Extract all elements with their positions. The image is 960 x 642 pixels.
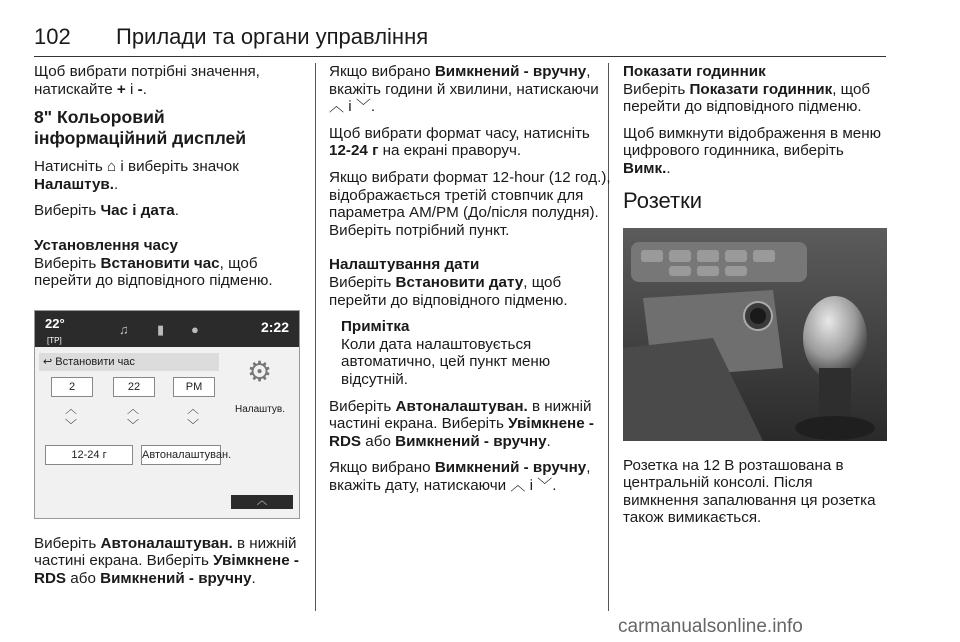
chevron-up-icon[interactable]: ︿ [186,401,199,416]
note-title: Примітка [341,318,410,336]
hour-value: 2 [51,377,93,397]
tp-indicator: [TP] [47,335,62,345]
nav-icon: ● [191,321,199,337]
section-heading: Розетки [623,187,703,213]
column-3 [623,63,889,536]
paragraph: Щоб вибрати формат часу, натисніть 12-24 г на екрані праворуч. [329,124,590,160]
paragraph: Виберіть Показати годинник, щоб перейти до відповідного підменю. [623,80,871,116]
paragraph: Виберіть Автоналаштуван. в нижній частині екрана. Виберіть Увімкнене - RDS або Вимкнений - вручну. [34,534,299,587]
chevron-down-icon: ﹀ [355,98,371,116]
home-icon: ⌂ [106,158,117,176]
chevron-down-icon[interactable]: ﹀ [186,417,199,432]
chevron-up-icon: ︿ [510,476,526,494]
console-illustration [623,228,887,441]
subsection-heading: Показати годинник [623,63,766,80]
minus-key: - [137,80,143,98]
temperature: 22° [45,315,65,331]
media-icon: ♫ [119,321,129,337]
chevron-down-icon[interactable]: ﹀ [126,417,139,432]
subsection-heading: Налаштування дати [329,256,480,274]
paragraph: Натисніть ⌂ і виберіть значок Налаштув.. [34,158,239,193]
paragraph: Якщо вибрано Вимкнений - вручну, вкажіть години й хвилини, натискаючи ︿ і ﹀. [329,63,599,116]
power-socket-photo [623,228,887,441]
settings-label: Налаштув. [235,403,285,415]
subsection-heading: Установлення часу [34,236,178,254]
auto-settings-button[interactable]: Автоналаштуван. [141,445,221,465]
note-text: Коли дата налаштовується автоматично, цей пункт меню відсутній. [341,335,551,388]
screen-title-bar: ↩ Встановити час [39,353,219,371]
chevron-up-icon[interactable]: ︿ [64,401,77,416]
page-number: 102 [34,24,71,49]
ampm-value: PM [173,377,215,397]
status-bar [35,311,299,347]
note-block [341,318,611,388]
paragraph: Виберіть Встановити час, щоб перейти до відповідного підменю. [34,254,273,290]
collapse-button[interactable]: ︿ [231,495,293,509]
column-1 [34,63,302,597]
chevron-up-icon: ︿ [329,98,345,116]
paragraph: Щоб вимкнути відображення в меню цифрового годинника, виберіть Вимк.. [623,124,882,177]
clock: 2:22 [260,318,289,335]
gear-icon[interactable]: ⚙ [247,355,273,387]
chevron-up-icon[interactable]: ︿ [126,401,139,416]
page-header [34,24,886,57]
column-divider [315,63,316,611]
minute-value: 22 [113,377,155,397]
back-icon[interactable]: ↩ [43,355,53,368]
section-heading: 8" Кольоровий інформаційний дисплей [34,107,247,149]
chevron-down-icon: ﹀ [537,476,553,494]
paragraph: Щоб вибрати потрібні значення, натискайте + і -. [34,63,260,98]
watermark: carmanualsonline.info [618,616,803,637]
paragraph: Якщо вибрати формат 12-hour (12 год.), відображається третій стовпчик для параметра AM/PM (До/після полудня). Виберіть потрібний пункт. [329,168,611,239]
phone-icon: ▮ [157,321,165,337]
chevron-down-icon[interactable]: ﹀ [64,417,77,432]
mode-12-24-button[interactable]: 12-24 г [45,445,133,465]
page-title: Прилади та органи управління [116,24,429,49]
photo-caption: Розетка на 12 В розташована в центральній консолі. Після вимкнення запалювання ця розетка також вимикається. [623,456,876,527]
time-settings-screen [34,310,300,519]
paragraph: Виберіть Автоналаштуван. в нижній частині екрана. Виберіть Увімкнене - RDS або Вимкнений - вручну. [329,397,594,450]
plus-key: + [116,80,126,98]
paragraph: Виберіть Час і дата. [34,202,179,220]
paragraph: Виберіть Встановити дату, щоб перейти до відповідного підменю. [329,273,568,309]
paragraph: Якщо вибрано Вимкнений - вручну, вкажіть дату, натискаючи ︿ і ﹀. [329,459,591,494]
column-2 [329,63,611,503]
